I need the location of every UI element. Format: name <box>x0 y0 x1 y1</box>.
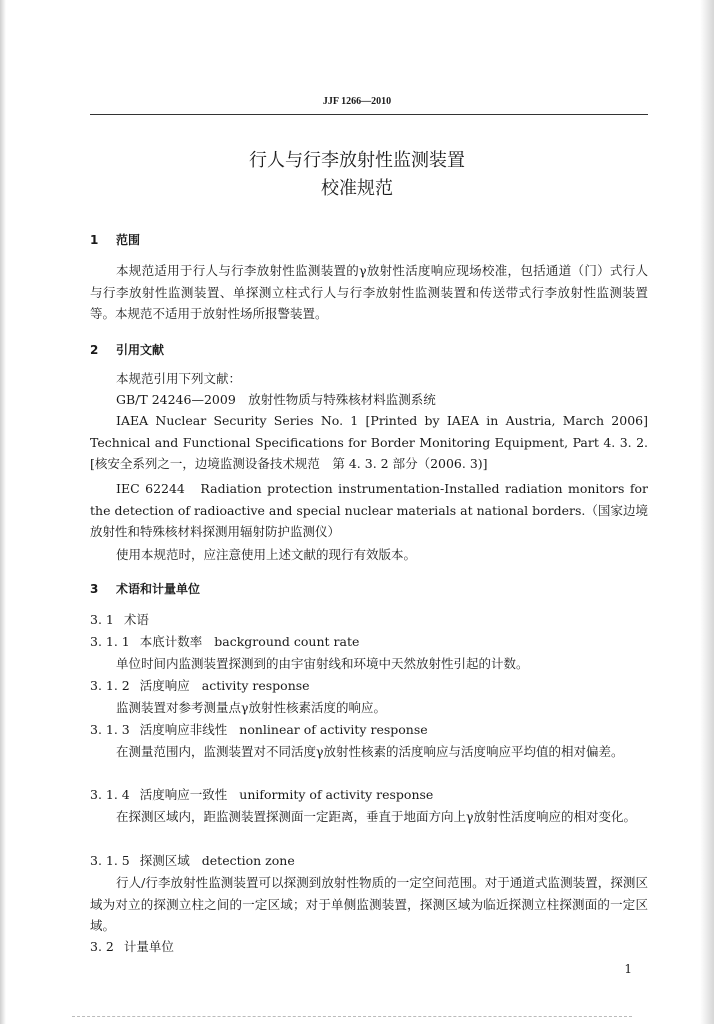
term-3-1-1-definition: 单位时间内监测装置探测到的由宇宙射线和环境中天然放射性引起的计数。 <box>116 656 529 671</box>
term-3-1-5 <box>90 851 648 871</box>
references-outro: 使用本规范时，应注意使用上述文献的现行有效版本。 <box>116 547 417 562</box>
section-number: 3 <box>90 582 99 596</box>
term-3-1-4 <box>90 785 648 805</box>
clause-number: 3. 2 <box>90 939 114 954</box>
term-zh: 探测区域 <box>139 853 190 868</box>
clause-title: 术语 <box>123 612 149 627</box>
term-3-1-2 <box>90 676 648 696</box>
header-rule <box>90 114 648 115</box>
subsection-3-2 <box>90 937 648 957</box>
doc-title-line2: 校准规范 <box>321 178 393 199</box>
references-intro: 本规范引用下列文献： <box>116 371 242 386</box>
section-1-heading <box>90 231 140 248</box>
section-title: 引用文献 <box>116 343 165 357</box>
scan-bottom-line <box>72 1016 632 1017</box>
clause-number: 3. 1. 4 <box>90 787 130 802</box>
term-en: activity response <box>201 678 310 693</box>
clause-title: 计量单位 <box>123 939 174 954</box>
clause-number: 3. 1. 1 <box>90 634 130 649</box>
term-3-1-3 <box>90 720 648 740</box>
term-zh: 活度响应非线性 <box>139 722 228 737</box>
section-number: 1 <box>90 233 99 247</box>
clause-number: 3. 1 <box>90 612 114 627</box>
page-number: 1 <box>624 962 632 976</box>
section-1-body: 本规范适用于行人与行李放射性监测装置的γ放射性活度响应现场校准，包括通道（门）式行人与行李放射性监测装置、单探测立柱式行人与行李放射性监测装置和传送带式行李放射性监测装置等。本规范不适用于放射性场所报警装置。 <box>90 263 648 321</box>
reference-1: GB/T 24246—2009 放射性物质与特殊核材料监测系统 <box>116 392 436 407</box>
reference-2: IAEA Nuclear Security Series No. 1 [Printed by IAEA in Austria, March 2006] Technical and Functional Specifications for Border Monitoring Equipment, Part 4. 3. 2. [核安全系列之一，边境监测设备技术规范 第 4. 3. 2 部分（2006. 3)] <box>90 413 648 471</box>
term-3-1-3-definition: 在测量范围内，监测装置对不同活度γ放射性核素的活度响应与活度响应平均值的相对偏差。 <box>116 744 624 759</box>
section-title: 术语和计量单位 <box>116 582 201 596</box>
term-3-1-1 <box>90 632 648 652</box>
term-zh: 本底计数率 <box>139 634 203 649</box>
doc-title-line1: 行人与行李放射性监测装置 <box>249 150 465 171</box>
standard-code: JJF 1266—2010 <box>322 96 392 107</box>
clause-number: 3. 1. 2 <box>90 678 130 693</box>
section-3-heading <box>90 580 200 597</box>
term-en: uniformity of activity response <box>239 787 434 802</box>
term-3-1-5-definition: 行人/行李放射性监测装置可以探测到放射性物质的一定空间范围。对于通道式监测装置，探测区域为对立的探测立柱之间的一定区域；对于单侧监测装置，探测区域为临近探测立柱探测面的一定区域。 <box>90 875 648 933</box>
term-en: nonlinear of activity response <box>239 722 428 737</box>
term-en: background count rate <box>214 634 360 649</box>
term-3-1-2-definition: 监测装置对参考测量点γ放射性核素活度的响应。 <box>116 700 386 715</box>
clause-number: 3. 1. 5 <box>90 853 130 868</box>
clause-number: 3. 1. 3 <box>90 722 130 737</box>
section-number: 2 <box>90 343 99 357</box>
term-zh: 活度响应 <box>139 678 190 693</box>
term-3-1-4-definition: 在探测区域内，距监测装置探测面一定距离，垂直于地面方向上γ放射性活度响应的相对变化。 <box>116 809 636 824</box>
subsection-3-1 <box>90 610 648 630</box>
reference-3: IEC 62244 Radiation protection instrumentation-Installed radiation monitors for the detection of radioactive and special nuclear materials at national borders.（国家边境放射性和特殊核材料探测用辐射防护监测仪） <box>90 481 648 539</box>
section-2-heading <box>90 341 164 358</box>
section-title: 范围 <box>116 233 141 247</box>
term-zh: 活度响应一致性 <box>139 787 228 802</box>
term-en: detection zone <box>201 853 295 868</box>
